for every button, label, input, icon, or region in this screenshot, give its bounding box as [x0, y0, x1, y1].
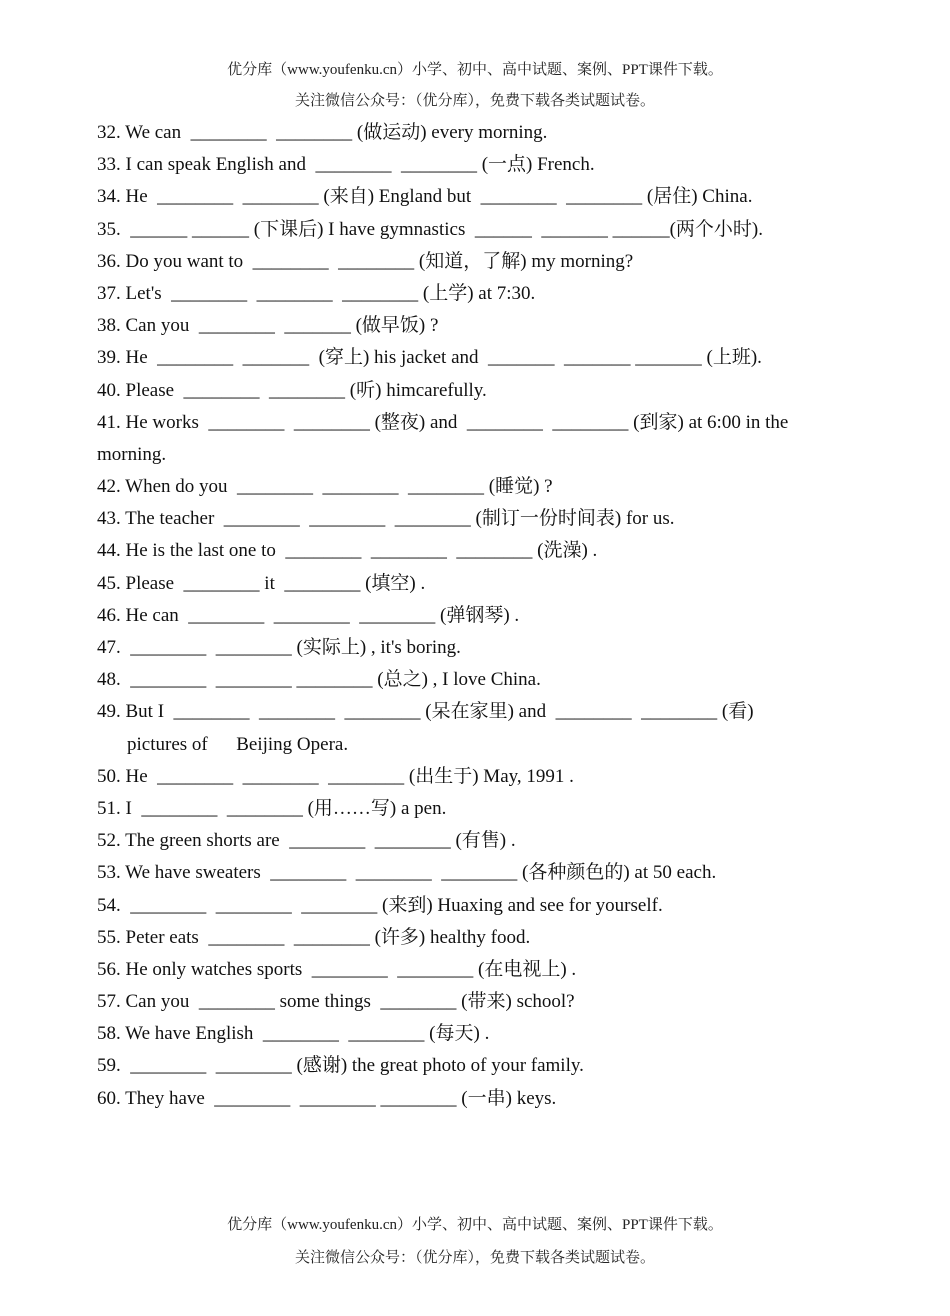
question-39: 39. He ________ _______ (穿上) his jacket and _______ _______ _______ (上班). — [97, 347, 762, 369]
question-56: 56. He only watches sports ________ ________ (在电视上) . — [97, 958, 577, 980]
question-50: 50. He ________ ________ ________ (出生于) May, 1991 . — [97, 765, 574, 787]
question-34: 34. He ________ ________ (来自) England but ________ ________ (居住) China. — [97, 186, 753, 208]
question-44: 44. He is the last one to ________ ________ ________ (洗澡) . — [97, 540, 598, 562]
question-37: 37. Let's ________ ________ ________ (上学) at 7:30. — [97, 282, 536, 304]
question-43: 43. The teacher ________ ________ ________ (制订一份时间表) for us. — [97, 508, 675, 530]
question-38: 38. Can you ________ _______ (做早饭) ? — [97, 315, 439, 337]
question-55: 55. Peter eats ________ ________ (许多) healthy food. — [97, 926, 531, 948]
question-41-continuation: morning. — [97, 443, 167, 465]
question-51: 51. I ________ ________ (用……写) a pen. — [97, 797, 447, 819]
question-47: 47. ________ ________ (实际上) , it's boring. — [97, 637, 461, 658]
question-35: 35. ______ ______ (下课后) I have gymnastics ______ _______ ______(两个小时). — [97, 218, 763, 240]
question-60: 60. They have ________ ________ ________ (一串) keys. — [97, 1087, 557, 1109]
question-49-continuation: pictures of Beijing Opera. — [127, 733, 349, 755]
question-53: 53. We have sweaters ________ ________ ________ (各种颜色的) at 50 each. — [97, 862, 717, 884]
footer-line-2: 关注微信公众号：（优分库），免费下载各类试题试卷。 — [294, 1250, 655, 1266]
question-52: 52. The green shorts are ________ ________ (有售) . — [97, 830, 516, 852]
question-list — [97, 117, 857, 1115]
question-59: 59. ________ ________ (感谢) the great photo of your family. — [97, 1055, 584, 1077]
question-36: 36. Do you want to ________ ________ (知道，了解) my morning? — [97, 250, 634, 272]
question-46: 46. He can ________ ________ ________ (弹钢琴) . — [97, 604, 520, 626]
question-32: 32. We can ________ ________ (做运动) every morning. — [97, 122, 548, 143]
question-33: 33. I can speak English and ________ ________ (一点) French. — [97, 154, 595, 176]
question-57: 57. Can you ________ some things ________ (带来) school? — [97, 991, 575, 1013]
question-40: 40. Please ________ ________ (听) himcarefully. — [97, 379, 487, 401]
question-45: 45. Please ________ it ________ (填空) . — [97, 572, 426, 594]
question-41: 41. He works ________ ________ (整夜) and ________ ________ (到家) at 6:00 in the — [97, 411, 789, 433]
question-42: 42. When do you ________ ________ ________ (睡觉) ? — [97, 476, 553, 498]
question-49: 49. But I ________ ________ ________ (呆在家里) and ________ ________ (看) — [97, 701, 754, 723]
footer-line-1: 优分库（www.youfenku.cn）小学、初中、高中试题、案例、PPT课件下载。 — [227, 1217, 723, 1233]
question-54: 54. ________ ________ ________ (来到) Huaxing and see for yourself. — [97, 894, 663, 916]
question-48: 48. ________ ________ ________ (总之) , I love China. — [97, 669, 541, 691]
header-line-2: 关注微信公众号：（优分库），免费下载各类试题试卷。 — [294, 93, 655, 109]
header-line-1: 优分库（www.youfenku.cn）小学、初中、高中试题、案例、PPT课件下载。 — [227, 62, 723, 78]
question-58: 58. We have English ________ ________ (每天) . — [97, 1023, 490, 1045]
